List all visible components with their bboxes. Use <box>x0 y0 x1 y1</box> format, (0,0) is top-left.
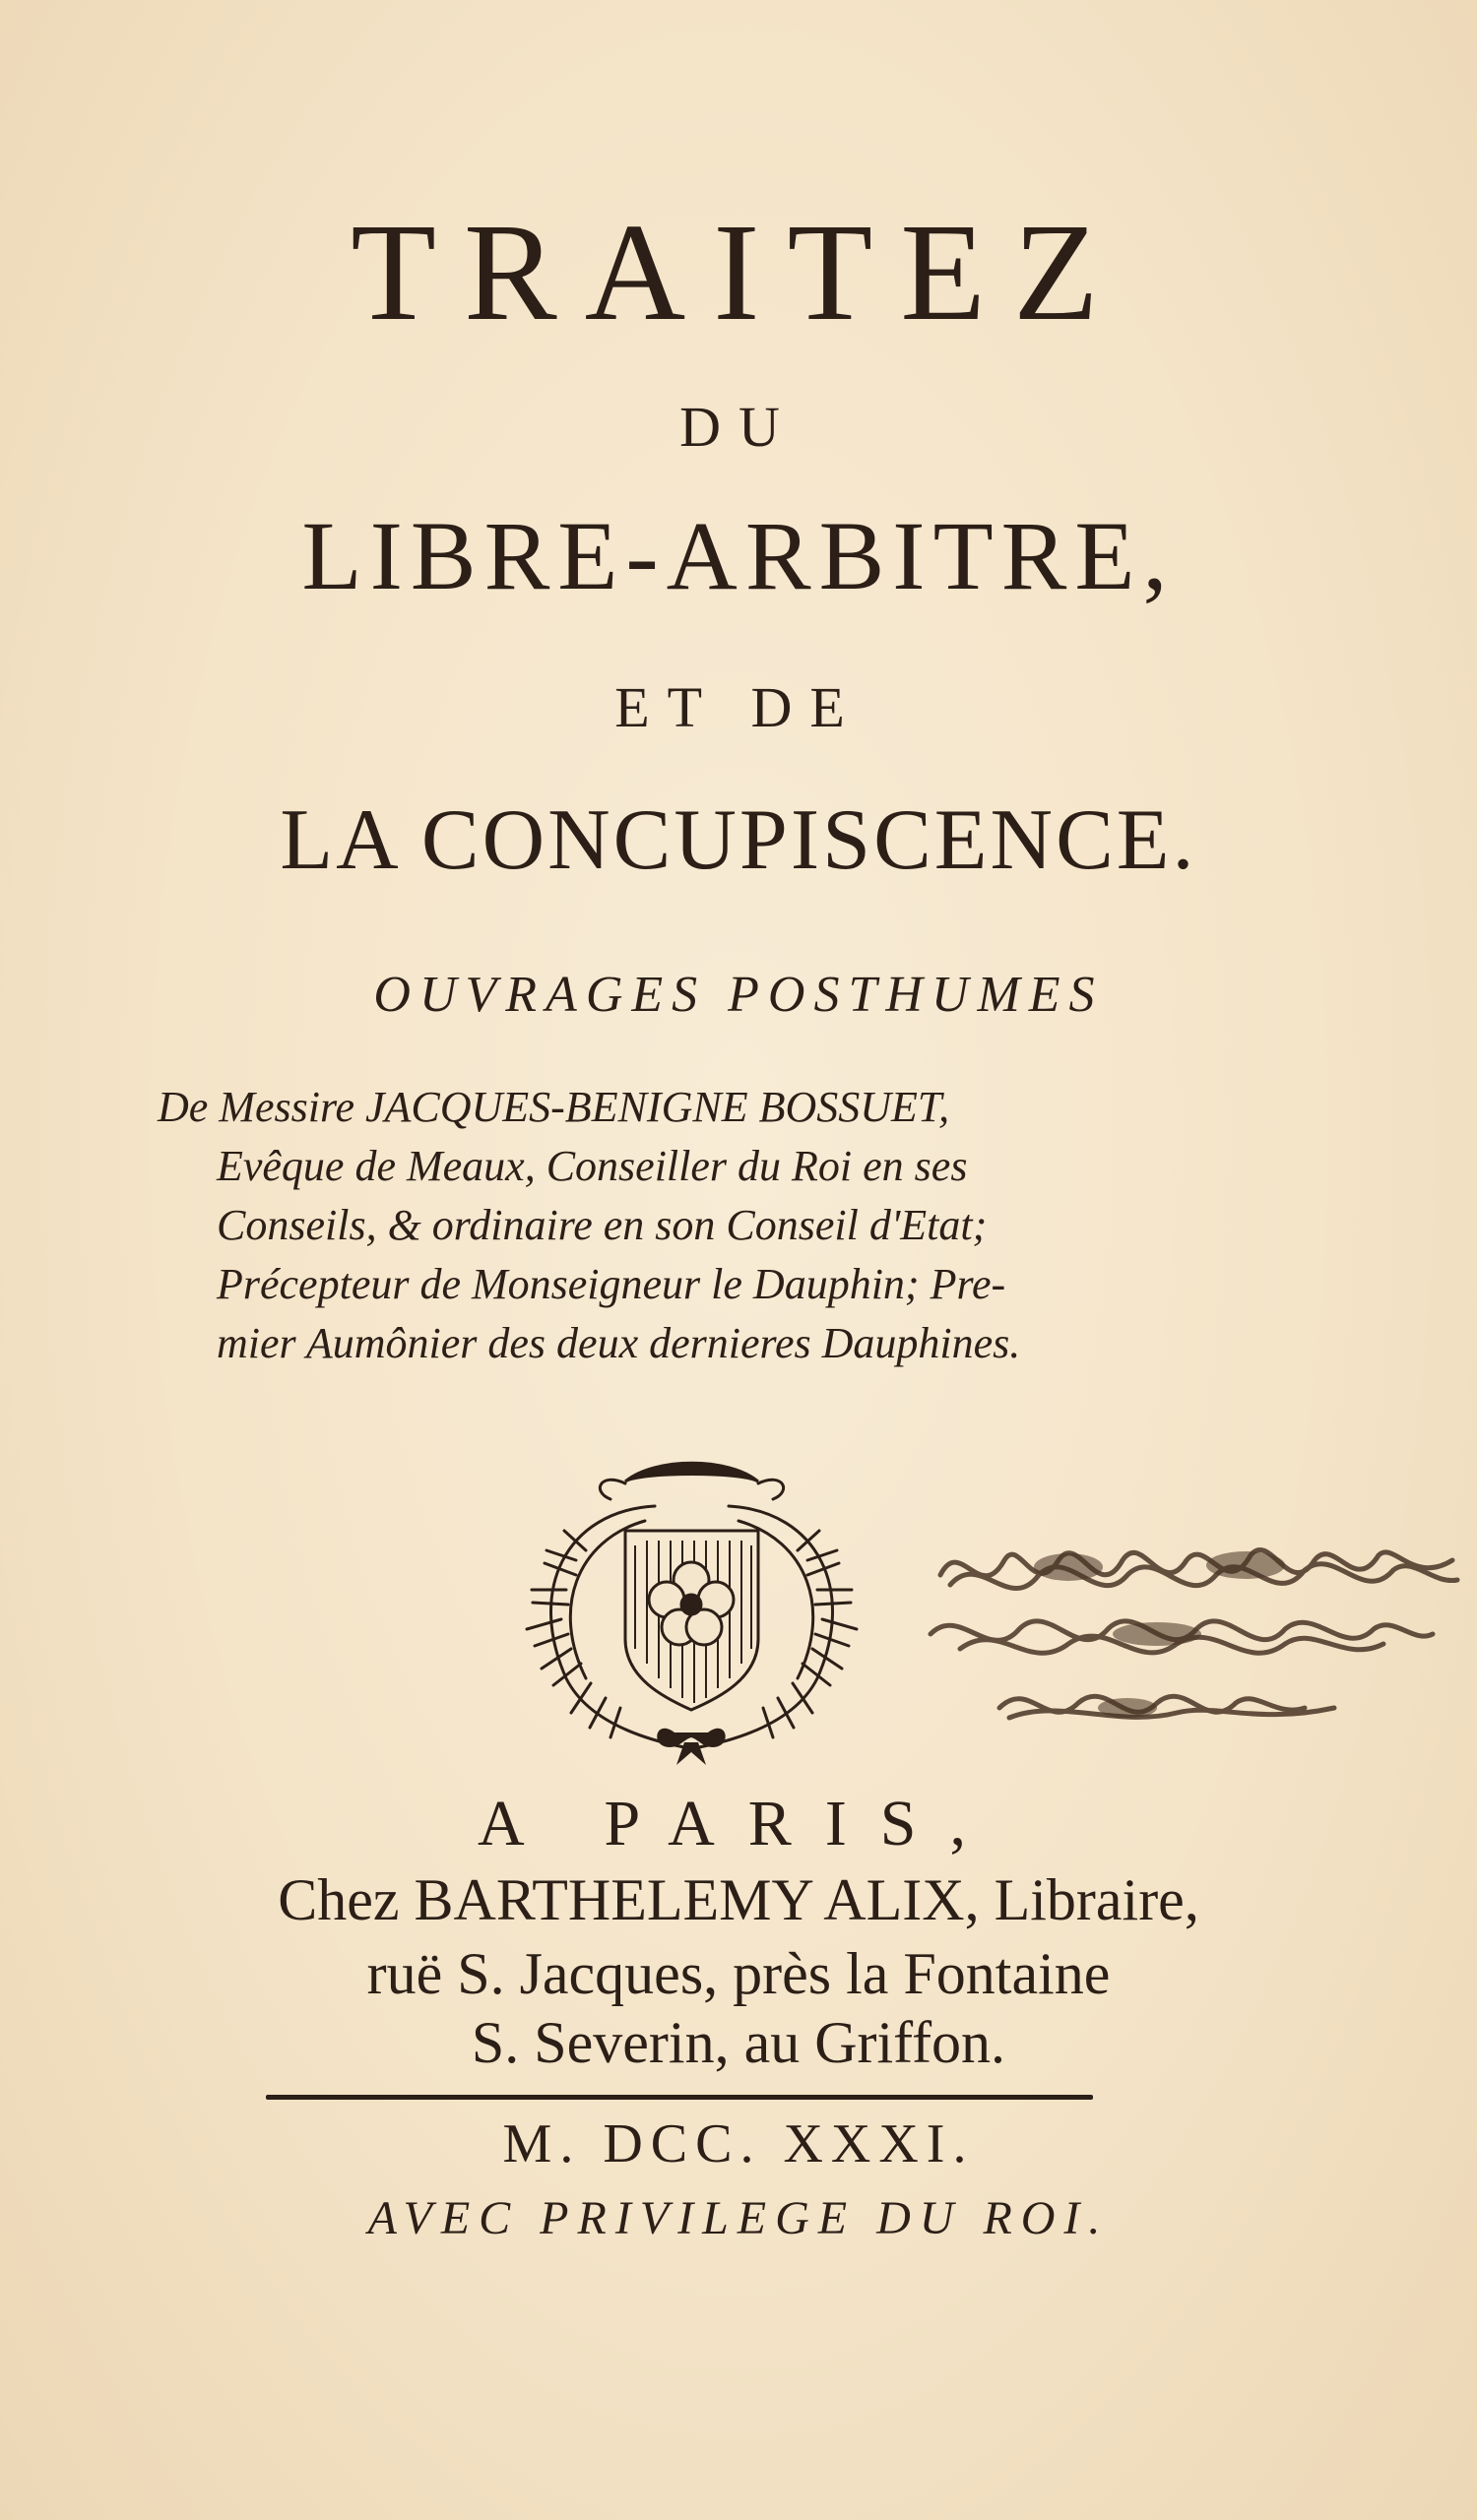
author-line: De Messire JACQUES-BENIGNE BOSSUET, <box>158 1083 950 1131</box>
imprint-address: ruë S. Jacques, près la Fontaine <box>366 1941 1111 2006</box>
divider-rule <box>266 2095 1093 2100</box>
author-line: Conseils, & ordinaire en son Conseil d'Etat; <box>217 1201 988 1249</box>
imprint-location: S. Severin, au Griffon. <box>471 2010 1006 2075</box>
floral-wreath-ornament-icon <box>507 1452 876 1767</box>
title-line-et-de: ET DE <box>614 675 863 739</box>
imprint-privilege: AVEC PRIVILEGE DU ROI. <box>367 2192 1110 2244</box>
author-line: mier Aumônier des deux dernieres Dauphines. <box>217 1319 1021 1367</box>
imprint-publisher: Chez BARTHELEMY ALIX, Libraire, <box>278 1867 1199 1932</box>
subtitle-ouvrages-posthumes: OUVRAGES POSTHUMES <box>373 967 1104 1023</box>
author-block <box>158 1078 1280 1373</box>
handwritten-scribble-icon <box>921 1506 1472 1752</box>
title-line-du: DU <box>679 395 798 459</box>
title-line-concupiscence: LA CONCUPISCENCE. <box>280 792 1197 888</box>
author-line: Evêque de Meaux, Conseiller du Roi en ses <box>217 1142 968 1190</box>
title-line-libre-arbitre: LIBRE-ARBITRE, <box>301 501 1176 610</box>
author-line: Précepteur de Monseigneur le Dauphin; Pre- <box>217 1260 1006 1308</box>
title-line-traitez: TRAITEZ <box>351 194 1126 349</box>
imprint-city: A PARIS, <box>477 1788 1000 1859</box>
imprint-year: M. DCC. XXXI. <box>502 2113 975 2174</box>
